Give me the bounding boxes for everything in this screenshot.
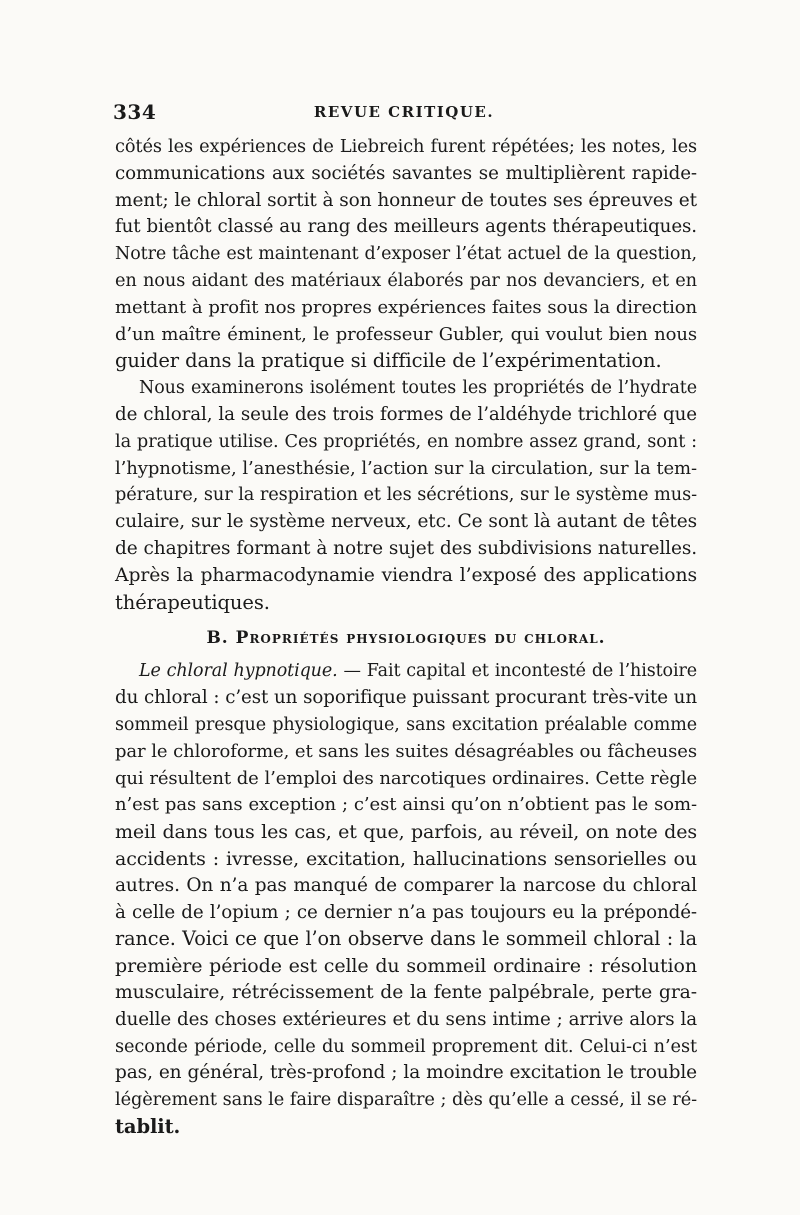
text-line: la pratique utilise. Ces propriétés, en nombre assez grand, sont :	[115, 431, 697, 452]
text-line: rance. Voici ce que l’on observe dans le sommeil chloral : la	[115, 927, 697, 951]
text-line: n’est pas sans exception ; c’est ainsi qu’on n’obtient pas le som-	[115, 794, 697, 816]
lead-continuation: — Fait capital et incontesté de l’histoire	[337, 661, 697, 682]
section-title: Propriétés physiologiques du chloral.	[235, 628, 606, 649]
text-line: musculaire, rétrécissement de la fente palpébrale, perte gra-	[115, 981, 697, 1003]
text-line: pérature, sur la respiration et les sécrétions, sur le système mus-	[115, 485, 697, 506]
text-line: meil dans tous les cas, et que, parfois, au réveil, on note des	[115, 821, 697, 844]
body-text	[115, 134, 697, 1141]
text-line: qui résultent de l’emploi des narcotiques ordinaires. Cette règle	[115, 767, 697, 789]
text-line: guider dans la pratique si difficile de l’expérimentation.	[115, 349, 662, 373]
text-line: sommeil presque physiologique, sans excitation préalable comme	[115, 714, 697, 735]
paragraph-hypnotic	[115, 658, 697, 1140]
text-line: fut bientôt classé au rang des meilleurs agents thérapeutiques.	[115, 216, 697, 238]
text-line: Notre tâche est maintenant d’exposer l’état actuel de la question,	[115, 244, 697, 265]
text-line: à celle de l’opium ; ce dernier n’a pas toujours eu la prépondé-	[115, 901, 697, 923]
text-line: première période est celle du sommeil ordinaire : résolution	[115, 955, 697, 978]
text-line: Nous examinerons isolément toutes les propriétés de l’hydrate	[139, 378, 697, 399]
text-line: mettant à profit nos propres expériences faites sous la direction	[115, 296, 697, 318]
text-line: légèrement sans le faire disparaître ; dès qu’elle a cessé, il se ré-	[115, 1090, 697, 1111]
page-header	[113, 100, 695, 128]
text-line: duelle des choses extérieures et du sens intime ; arrive alors la	[115, 1008, 697, 1030]
text-line: communications aux sociétés savantes se multiplièrent rapide-	[115, 162, 697, 184]
text-line: accidents : ivresse, excitation, hallucinations sensorielles ou	[115, 847, 697, 870]
running-head: REVUE CRITIQUE.	[313, 103, 495, 121]
text-line: du chloral : c’est un soporifique puissant procurant très-vite un	[115, 687, 697, 709]
section-letter: B.	[206, 628, 236, 649]
text-line: Après la pharmacodynamie viendra l’exposé des applications	[115, 564, 697, 586]
text-line: l’hypnotisme, l’anesthésie, l’action sur la circulation, sur la tem-	[115, 457, 697, 479]
text-line: culaire, sur le système nerveux, etc. Ce sont là autant de têtes	[115, 511, 697, 533]
text-line: autres. On n’a pas manqué de comparer la narcose du chloral	[115, 874, 697, 896]
text-line: de chapitres formant à notre sujet des subdivisions naturelles.	[115, 537, 697, 559]
text-line-first	[115, 658, 697, 685]
text-line: thérapeutiques.	[115, 590, 270, 614]
text-line: d’un maître éminent, le professeur Gubler, qui voulut bien nous	[115, 323, 697, 345]
text-line: seconde période, celle du sommeil proprement dit. Celui-ci n’est	[115, 1036, 697, 1057]
text-line: ment; le chloral sortit à son honneur de toutes ses épreuves et	[115, 189, 697, 211]
text-line: côtés les expériences de Liebreich furent répétées; les notes, les	[115, 137, 697, 157]
section-heading	[115, 618, 697, 658]
paragraph-continuation	[115, 134, 697, 375]
subsection-lead: Le chloral hypnotique.	[139, 661, 338, 682]
text-line: par le chloroforme, et sans les suites désagréables ou fâcheuses	[115, 740, 697, 762]
paragraph-properties	[115, 375, 697, 616]
text-line: en nous aidant des matériaux élaborés par nos devanciers, et en	[115, 270, 697, 291]
text-line-final: tablit.	[115, 1114, 181, 1138]
page-number: 334	[113, 100, 157, 124]
text-line: pas, en général, très-profond ; la moindre excitation le trouble	[115, 1062, 697, 1084]
text-line: de chloral, la seule des trois formes de l’aldéhyde trichloré que	[115, 403, 697, 425]
